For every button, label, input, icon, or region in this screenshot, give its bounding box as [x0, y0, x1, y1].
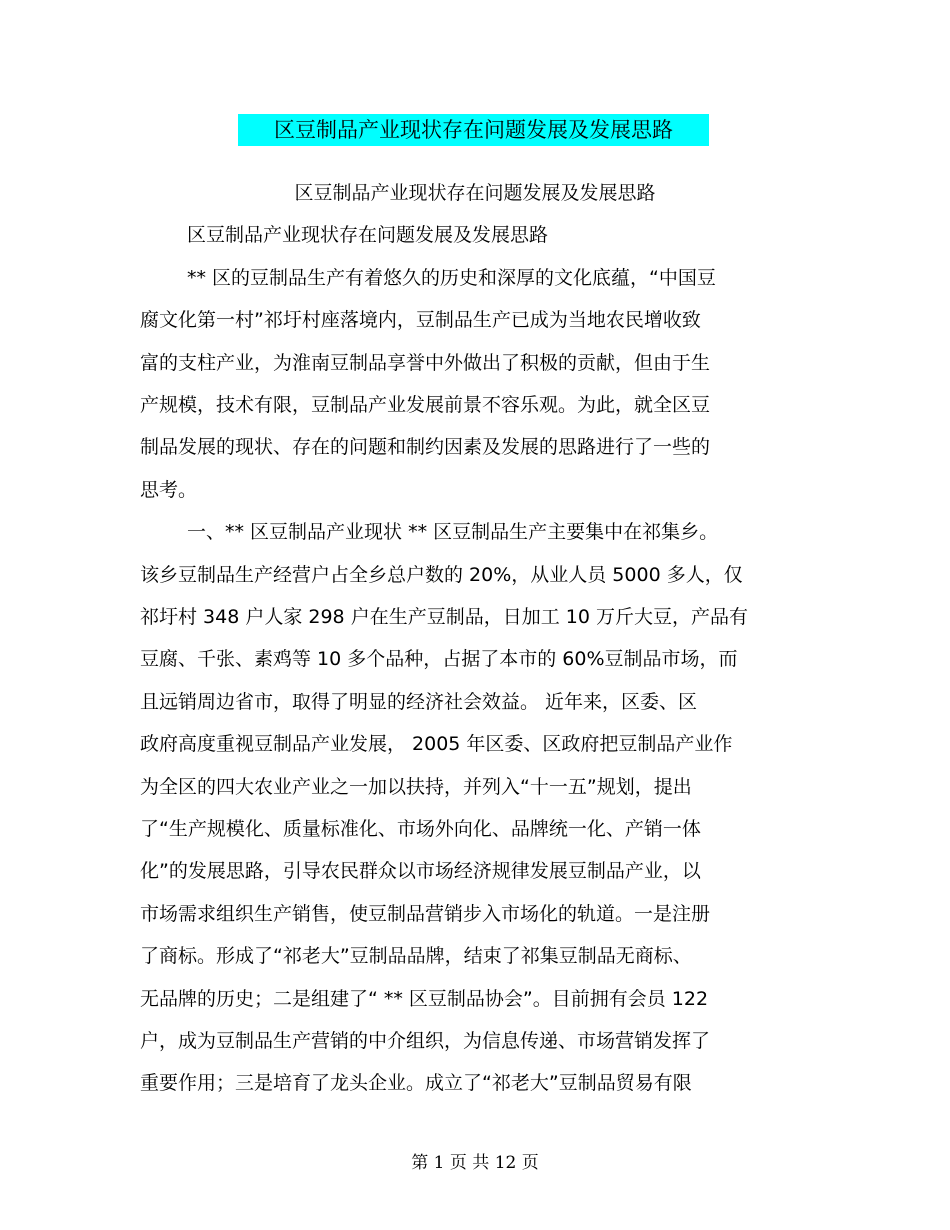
page-number: 第 1 页 共 12 页 [411, 1153, 539, 1173]
paragraph-line: 政府高度重视豆制品产业发展， 2005 年区委、区政府把豆制品产业作 [140, 733, 733, 755]
paragraph-line: 制品发展的现状、存在的问题和制约因素及发展的思路进行了一些的 [140, 436, 711, 458]
paragraph-line: 化”的发展思路，引导农民群众以市场经济规律发展豆制品产业，以 [140, 860, 701, 882]
paragraph-line: 该乡豆制品生产经营户占全乡总户数的 20%，从业人员 5000 多人，仅 [140, 564, 743, 586]
paragraph-line: 思考。 [140, 479, 198, 501]
paragraph-line: 祁圩村 348 户人家 298 户在生产豆制品，日加工 10 万斤大豆，产品有 [140, 606, 748, 628]
paragraph-line: 富的支柱产业，为淮南豆制品享誉中外做出了积极的贡献，但由于生 [140, 352, 711, 374]
paragraph-line: 腐文化第一村”祁圩村座落境内，豆制品生产已成为当地农民增收致 [140, 309, 701, 331]
paragraph-line: 且远销周边省市，取得了明显的经济社会效益。 近年来，区委、区 [140, 691, 698, 713]
paragraph-line: 市场需求组织生产销售，使豆制品营销步入市场化的轨道。一是注册 [140, 903, 711, 925]
paragraph-line: ** 区的豆制品生产有着悠久的历史和深厚的文化底蕴，“中国豆 [187, 267, 716, 289]
paragraph-line: 一、** 区豆制品产业现状 ** 区豆制品生产主要集中在祁集乡。 [187, 521, 719, 543]
document-subtitle: 区豆制品产业现状存在问题发展及发展思路 [294, 182, 656, 204]
paragraph-line: 为全区的四大农业产业之一加以扶持，并列入“十一五”规划，提出 [140, 776, 692, 798]
paragraph-line: 无品牌的历史；二是组建了“ ** 区豆制品协会”。目前拥有会员 122 [140, 988, 709, 1010]
paragraph-line: 区豆制品产业现状存在问题发展及发展思路 [187, 224, 549, 246]
paragraph-line: 了商标。形成了“祁老大”豆制品品牌，结束了祁集豆制品无商标、 [140, 945, 692, 967]
paragraph-line: 豆腐、千张、素鸡等 10 多个品种，占据了本市的 60%豆制品市场，而 [140, 648, 738, 670]
paragraph-line: 重要作用；三是培育了龙头企业。成立了“祁老大”豆制品贸易有限 [140, 1072, 692, 1094]
paragraph-line: 产规模，技术有限，豆制品产业发展前景不容乐观。为此，就全区豆 [140, 394, 711, 416]
paragraph-line: 户，成为豆制品生产营销的中介组织，为信息传递、市场营销发挥了 [140, 1030, 711, 1052]
document-title: 区豆制品产业现状存在问题发展及发展思路 [274, 118, 673, 142]
paragraph-line: 了“生产规模化、质量标准化、市场外向化、品牌统一化、产销一体 [140, 818, 701, 840]
